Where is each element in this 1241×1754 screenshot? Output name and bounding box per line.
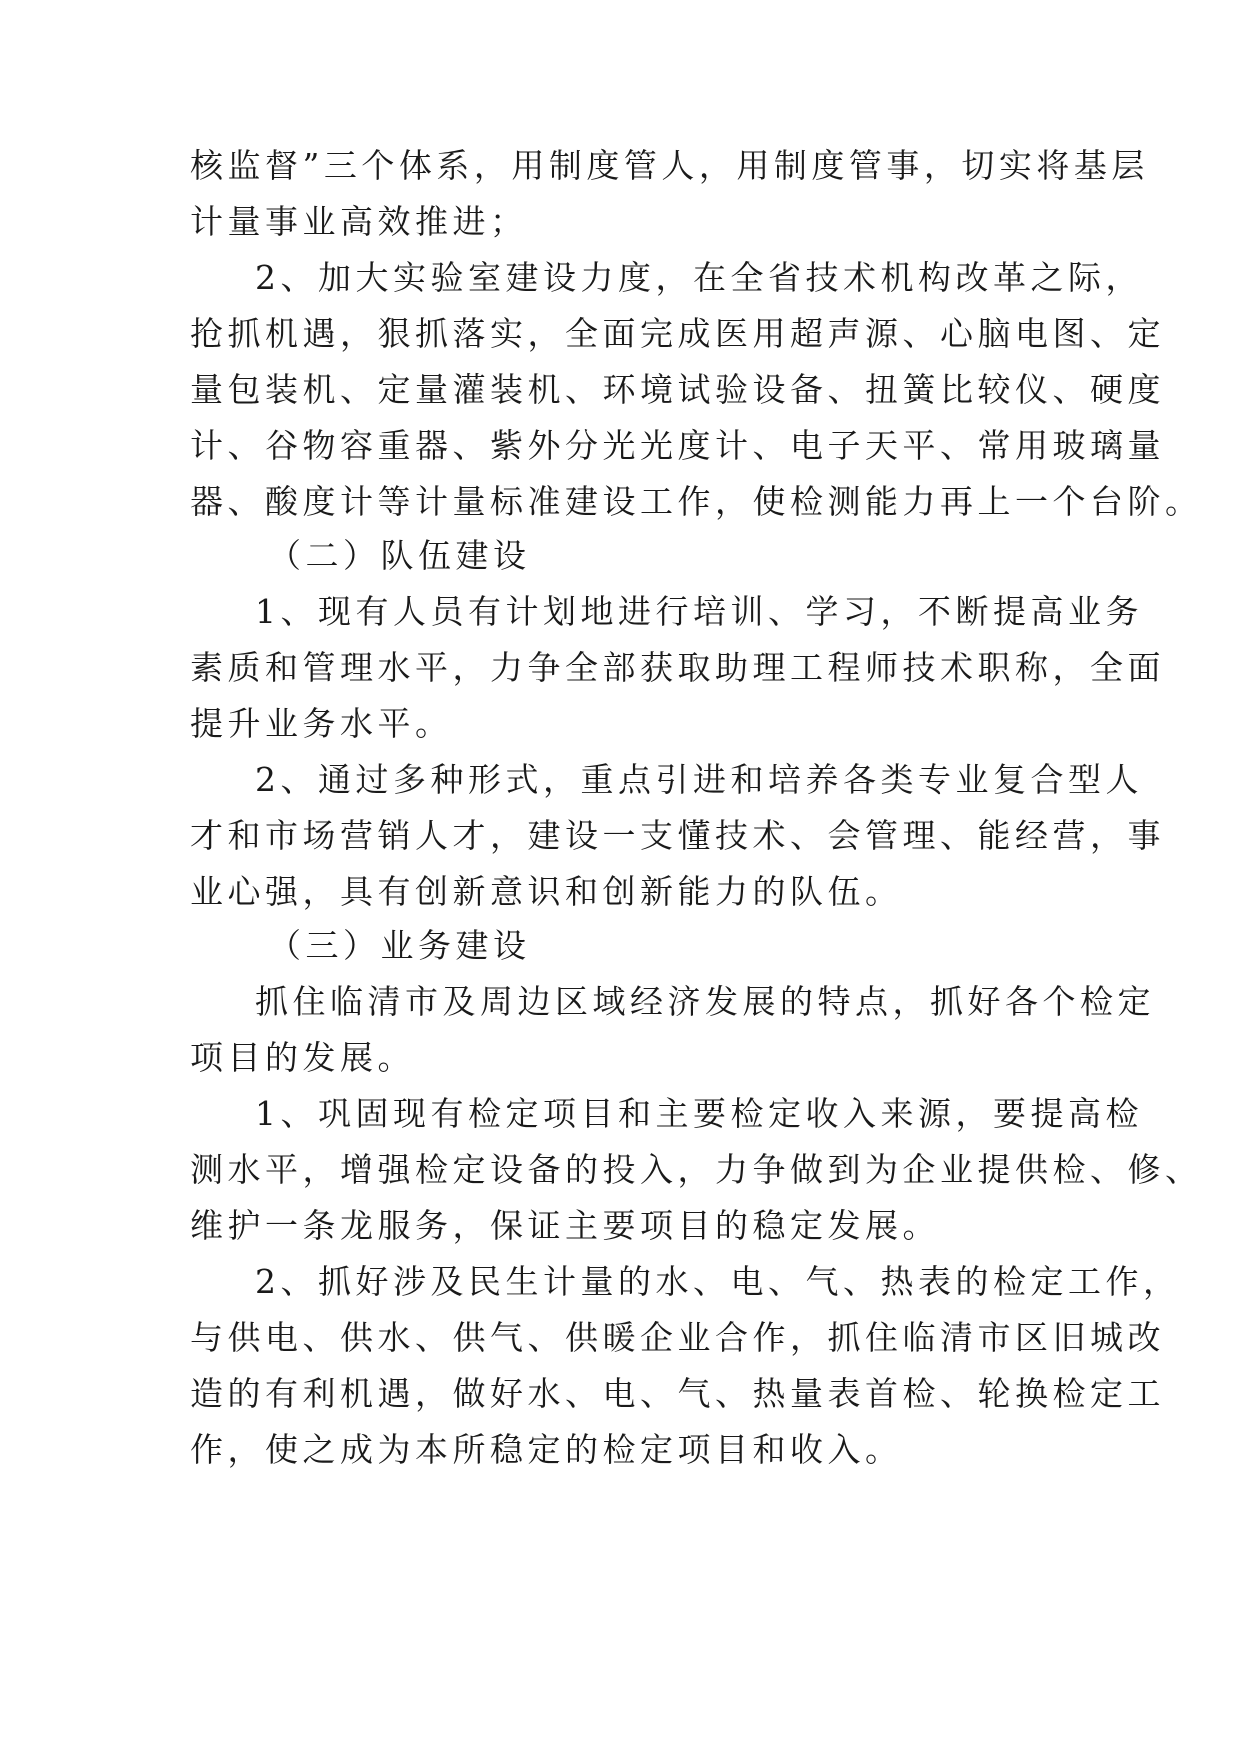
paragraph-lab-construction: 2、加大实验室建设力度，在全省技术机构改革之际， [255,258,1143,297]
body-text-line: 维护一条龙服务，保证主要项目的稳定发展。 [190,1206,940,1245]
body-text-line: 与供电、供水、供气、供暖企业合作，抓住临清市区旧城改 [190,1318,1165,1357]
body-text-line: 计、谷物容重器、紫外分光光度计、电子天平、常用玻璃量 [190,426,1165,465]
body-text-line: 量包装机、定量灌装机、环境试验设备、扭簧比较仪、硬度 [190,370,1165,409]
body-text-line: 作，使之成为本所稳定的检定项目和收入。 [190,1430,903,1469]
body-text-line: 素质和管理水平，力争全部获取助理工程师技术职称，全面 [190,648,1165,687]
paragraph-talent: 2、通过多种形式，重点引进和培养各类专业复合型人 [255,760,1143,799]
section-heading-team: （二）队伍建设 [268,536,531,575]
body-text-line: 造的有利机遇，做好水、电、气、热量表首检、轮换检定工 [190,1374,1165,1413]
body-text-line: 测水平，增强检定设备的投入，力争做到为企业提供检、修、 [190,1150,1203,1189]
paragraph-meters: 2、抓好涉及民生计量的水、电、气、热表的检定工作， [255,1262,1181,1301]
body-text-line: 业心强，具有创新意识和创新能力的队伍。 [190,872,903,911]
paragraph-business-intro: 抓住临清市及周边区域经济发展的特点，抓好各个检定 [255,982,1155,1021]
body-text-line: 器、酸度计等计量标准建设工作，使检测能力再上一个台阶。 [190,482,1203,521]
paragraph-consolidate: 1、巩固现有检定项目和主要检定收入来源，要提高检 [255,1094,1143,1133]
paragraph-training: 1、现有人员有计划地进行培训、学习，不断提高业务 [255,592,1143,631]
body-text-line: 才和市场营销人才，建设一支懂技术、会管理、能经营，事 [190,816,1165,855]
section-heading-business: （三）业务建设 [268,926,531,965]
body-text-line: 抢抓机遇，狠抓落实，全面完成医用超声源、心脑电图、定 [190,314,1165,353]
body-text-line: 核监督”三个体系，用制度管人，用制度管事，切实将基层 [190,146,1149,185]
body-text-line: 项目的发展。 [190,1038,415,1077]
body-text-line: 计量事业高效推进； [190,202,528,241]
body-text-line: 提升业务水平。 [190,704,453,743]
